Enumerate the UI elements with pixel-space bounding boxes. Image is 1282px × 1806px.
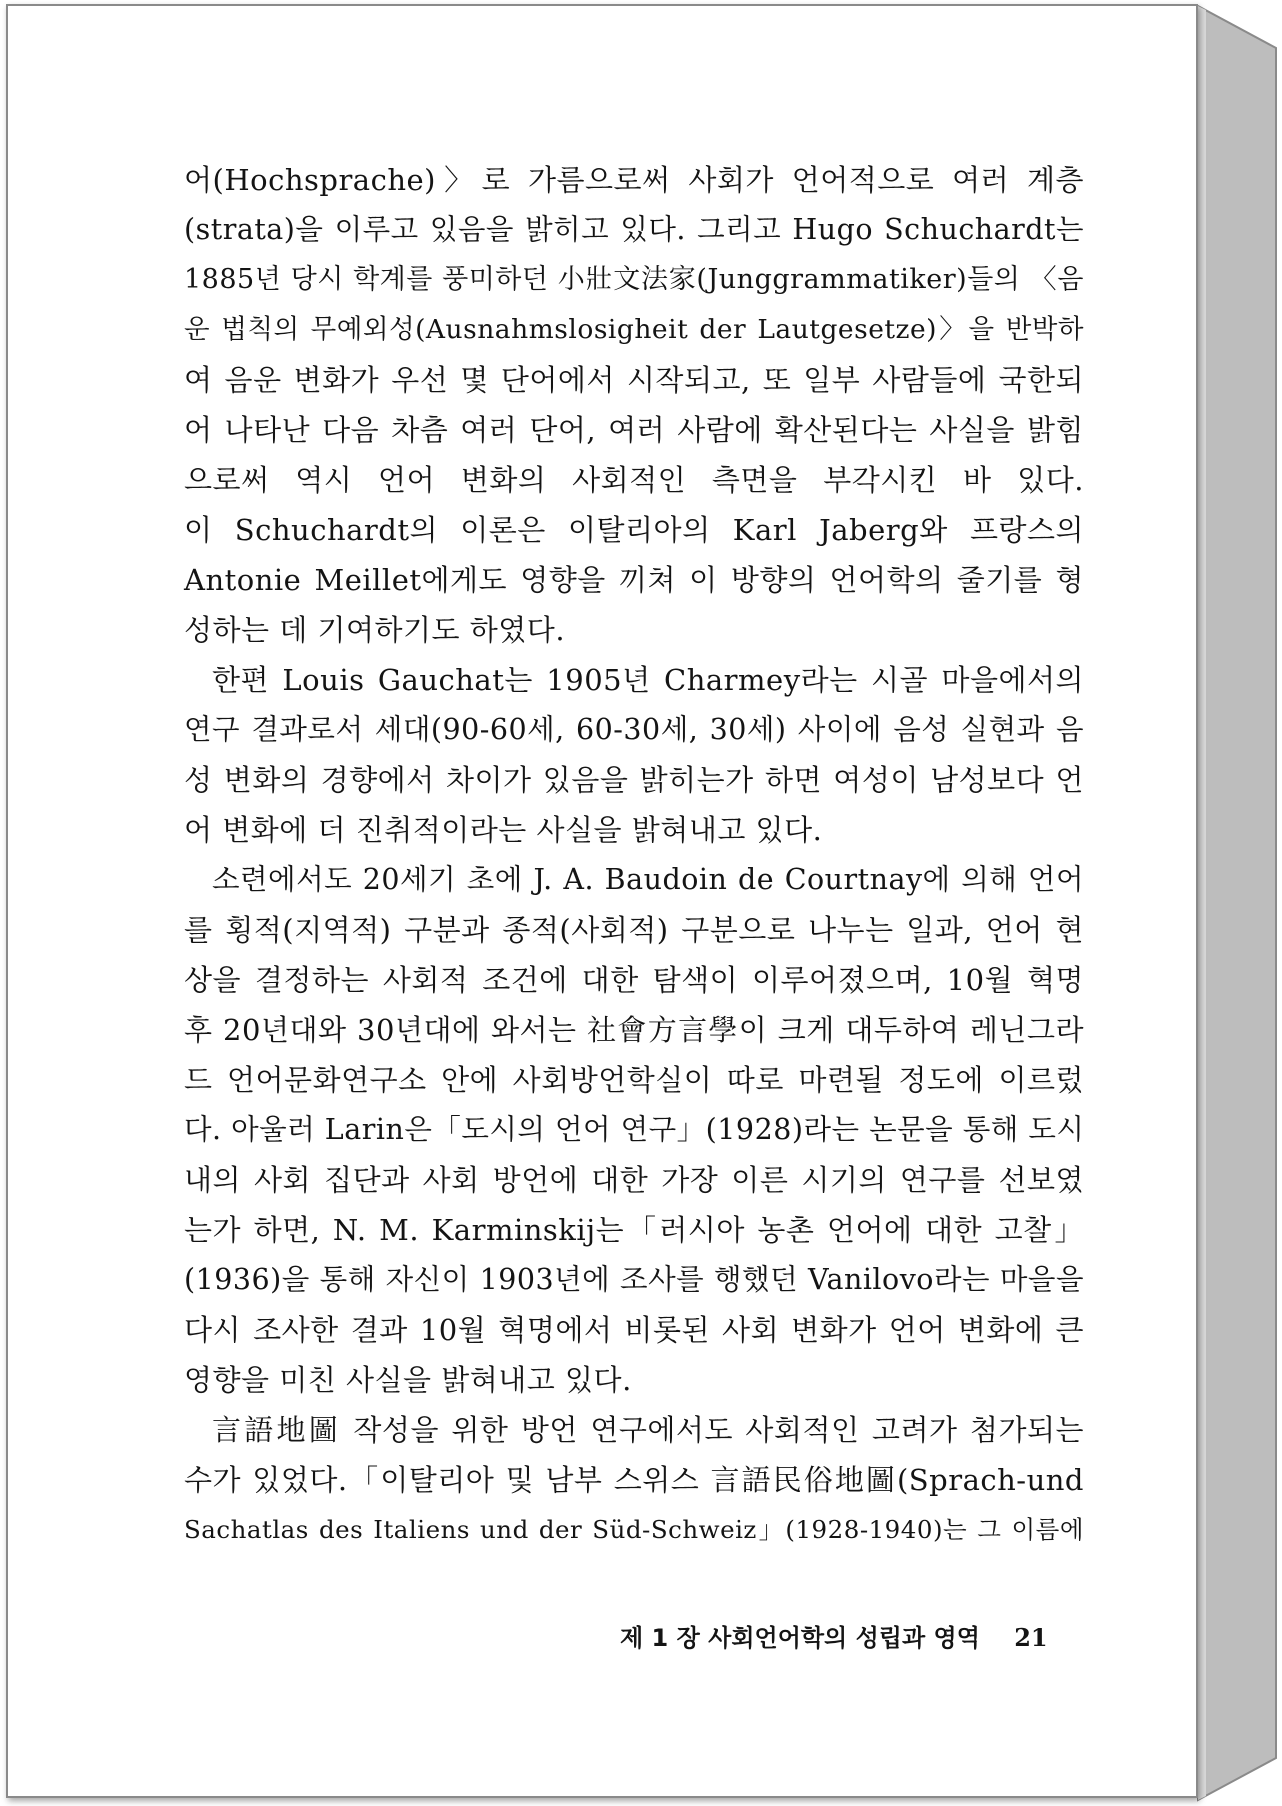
body-line: 여 음운 변화가 우선 몇 단어에서 시작되고, 또 일부 사람들에 국한되 xyxy=(184,363,1084,397)
body-line: 상을 결정하는 사회적 조건에 대한 탐색이 이루어졌으며, 10월 혁명 xyxy=(184,963,1084,997)
body-line: 다. 아울러 Larin은「도시의 언어 연구」(1928)라는 논문을 통해 도시 xyxy=(184,1113,1085,1146)
body-line: 운 법칙의 무예외성(Ausnahmslosigheit der Lautgesetze)〉을 반박하 xyxy=(184,314,1084,345)
body-line: 한편 Louis Gauchat는 1905년 Charmey라는 시골 마을에서의 xyxy=(212,663,1084,697)
chapter-title: 사회언어학의 성립과 영역 xyxy=(708,1624,980,1652)
body-line: 이 Schuchardt의 이론은 이탈리아의 Karl Jaberg와 프랑스의 xyxy=(184,513,1084,547)
body-line: 내의 사회 집단과 사회 방언에 대한 가장 이른 시기의 연구를 선보였 xyxy=(184,1163,1084,1197)
page-stack-side xyxy=(1198,6,1276,1800)
body-line: 소련에서도 20세기 초에 J. A. Baudoin de Courtnay에 의해 언어 xyxy=(212,863,1084,896)
body-line: 연구 결과로서 세대(90-60세, 60-30세, 30세) 사이에 음성 실현과 음 xyxy=(184,713,1084,746)
body-line: 는가 하면, N. M. Karminskij는「러시아 농촌 언어에 대한 고찰」 xyxy=(184,1213,1084,1247)
body-line: 1885년 당시 학계를 풍미하던 小壯文法家(Junggrammatiker)들의 〈음 xyxy=(184,264,1084,295)
body-line: 다시 조사한 결과 10월 혁명에서 비롯된 사회 변화가 언어 변화에 큰 xyxy=(184,1313,1084,1347)
body-line: (strata)을 이루고 있음을 밝히고 있다. 그리고 Hugo Schuchardt는 xyxy=(184,213,1084,246)
body-line: 를 횡적(지역적) 구분과 종적(사회적) 구분으로 나누는 일과, 언어 현 xyxy=(184,913,1084,947)
body-text xyxy=(184,155,1084,1555)
body-line: 어 나타난 다음 차츰 여러 단어, 여러 사람에 확산된다는 사실을 밝힘 xyxy=(184,413,1084,447)
body-line: Sachatlas des Italiens und der Süd-Schweiz」(1928-1940)는 그 이름에 xyxy=(184,1515,1084,1544)
chapter-label: 제 1 장 xyxy=(620,1624,700,1652)
body-line: 으로써 역시 언어 변화의 사회적인 측면을 부각시킨 바 있다. xyxy=(184,463,1084,497)
page-footer xyxy=(620,1618,1060,1653)
body-line: 어(Hochsprache)〉로 가름으로써 사회가 언어적으로 여러 계층 xyxy=(184,163,1084,197)
body-line: 후 20년대와 30년대에 와서는 社會方言學이 크게 대두하여 레닌그라 xyxy=(184,1013,1084,1047)
body-line: 수가 있었다.「이탈리아 및 남부 스위스 言語民俗地圖(Sprach-und xyxy=(184,1463,1084,1497)
body-line: 어 변화에 더 진취적이라는 사실을 밝혀내고 있다. xyxy=(184,813,823,847)
body-line: 드 언어문화연구소 안에 사회방언학실이 따로 마련될 정도에 이르렀 xyxy=(184,1063,1084,1097)
body-line: 영향을 미친 사실을 밝혀내고 있다. xyxy=(184,1363,632,1397)
page-number: 21 xyxy=(1014,1623,1048,1652)
body-line: Antonie Meillet에게도 영향을 끼쳐 이 방향의 언어학의 줄기를 형 xyxy=(184,563,1084,597)
page-stack-highlight xyxy=(1198,6,1206,1800)
body-line: 성 변화의 경향에서 차이가 있음을 밝히는가 하면 여성이 남성보다 언 xyxy=(184,763,1084,797)
body-line: 言語地圖 작성을 위한 방언 연구에서도 사회적인 고려가 첨가되는 xyxy=(212,1413,1084,1447)
body-line: 성하는 데 기여하기도 하였다. xyxy=(184,613,566,647)
body-line: (1936)을 통해 자신이 1903년에 조사를 행했던 Vanilovo라는 마을을 xyxy=(184,1263,1084,1296)
